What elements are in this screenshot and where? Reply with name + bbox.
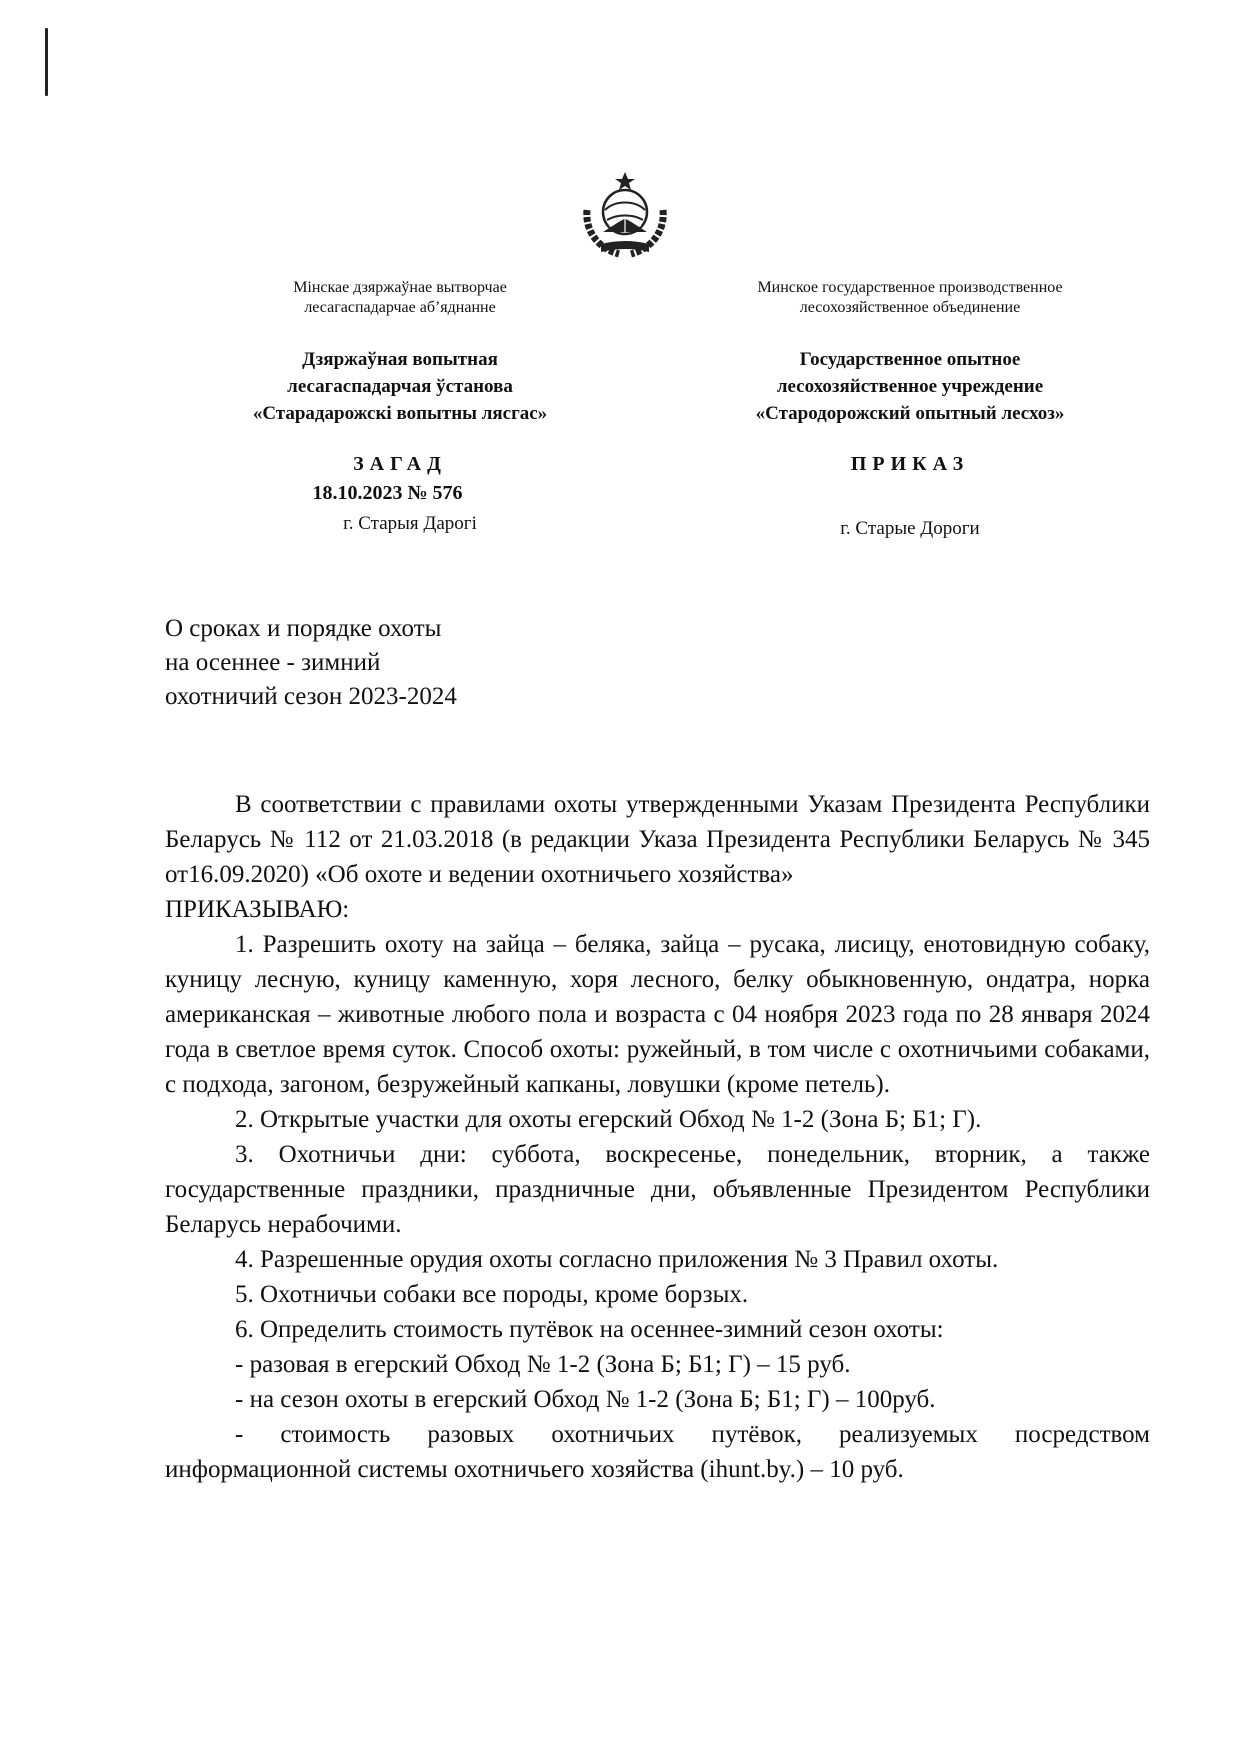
item-1: 1. Разрешить охоту на зайца – беляка, зайца – русака, лисицу, енотовидную собаку, куницу лесную, куницу каменную, хоря лесного, белку обыкновенную, ондатра, норка американская – животные любого пола и возраста с 04 ноября 2023 года по 28 января 2024 года в светлое время суток. Способ охоты: ружейный, в том числе с охотничьими собаками, с подхода, загоном, безружейный капканы, ловушки (кроме петель). [165, 931, 1150, 1098]
org-name-right-line-1: Государственное опытное [799, 349, 1021, 370]
parent-org-left-line-1: Мінскае дзяржаўнае вытворчае [293, 279, 507, 296]
parent-org-right-line-2: лесохозяйственное объединение [799, 299, 1021, 316]
order-word: ПРИКАЗЫВАЮ: [165, 896, 350, 923]
subject-line-3: охотничий сезон 2023-2024 [165, 683, 457, 710]
org-name-left-line-1: Дзяржаўная вопытная [302, 349, 498, 370]
org-name-left-line-3: «Старадарожскі вопытны лясгас» [252, 403, 548, 424]
item-6-price-single: - разовая в егерский Обход № 1-2 (Зона Б; Б1; Г) – 15 руб. [235, 1351, 851, 1378]
doc-type-right: ПРИКАЗ [850, 453, 970, 475]
preamble: В соответствии с правилами охоты утвержденными Указам Президента Республики Беларусь № 112 от 21.03.2018 (в редакции Указа Президента Республики Беларусь № 345 от16.09.2020) «Об охоте и ведении охотничьего хозяйства» [165, 791, 1150, 888]
document-subject [165, 612, 645, 714]
item-6-price-season: - на сезон охоты в егерский Обход № 1-2 (Зона Б; Б1; Г) – 100руб. [235, 1386, 936, 1413]
margin-mark [45, 28, 48, 96]
document-body [165, 787, 1150, 1487]
parent-org-left-line-2: лесагаспадарчае аб’яднанне [304, 299, 496, 316]
header-left [185, 278, 615, 535]
org-name-right-line-2: лесохозяйственное учреждение [776, 376, 1044, 397]
org-name-left-line-2: лесагаспадарчая ўстанова [287, 376, 513, 397]
item-6: 6. Определить стоимость путёвок на осеннее-зимний сезон охоты: [235, 1316, 944, 1343]
subject-line-1: О сроках и порядке охоты [165, 615, 442, 642]
item-4: 4. Разрешенные орудия охоты согласно приложения № 3 Правил охоты. [235, 1246, 999, 1273]
item-6-price-online: - стоимость разовых охотничьих путёвок, реализуемых посредством информационной системы охотничьего хозяйства (ihunt.by.) – 10 руб. [165, 1421, 1150, 1483]
item-3: 3. Охотничьи дни: суббота, воскресенье, понедельник, вторник, а также государственные праздники, праздничные дни, объявленные Президентом Республики Беларусь нерабочими. [165, 1141, 1150, 1238]
subject-line-2: на осеннее - зимний [165, 649, 381, 676]
header-right [690, 278, 1130, 540]
org-name-right-line-3: «Стародорожский опытный лесхоз» [755, 403, 1065, 424]
city-right: г. Старые Дороги [840, 518, 980, 539]
doc-date-number: 18.10.2023 № 576 [312, 482, 463, 504]
doc-type-left: ЗАГАД [353, 453, 447, 475]
city-left: г. Старыя Дарогі [343, 513, 477, 534]
item-5: 5. Охотничьи собаки все породы, кроме борзых. [235, 1281, 749, 1308]
belarus-coat-of-arms-icon [575, 170, 675, 260]
item-2: 2. Открытые участки для охоты егерский Обход № 1-2 (Зона Б; Б1; Г). [235, 1106, 982, 1133]
parent-org-right-line-1: Минское государственное производственное [757, 279, 1063, 296]
